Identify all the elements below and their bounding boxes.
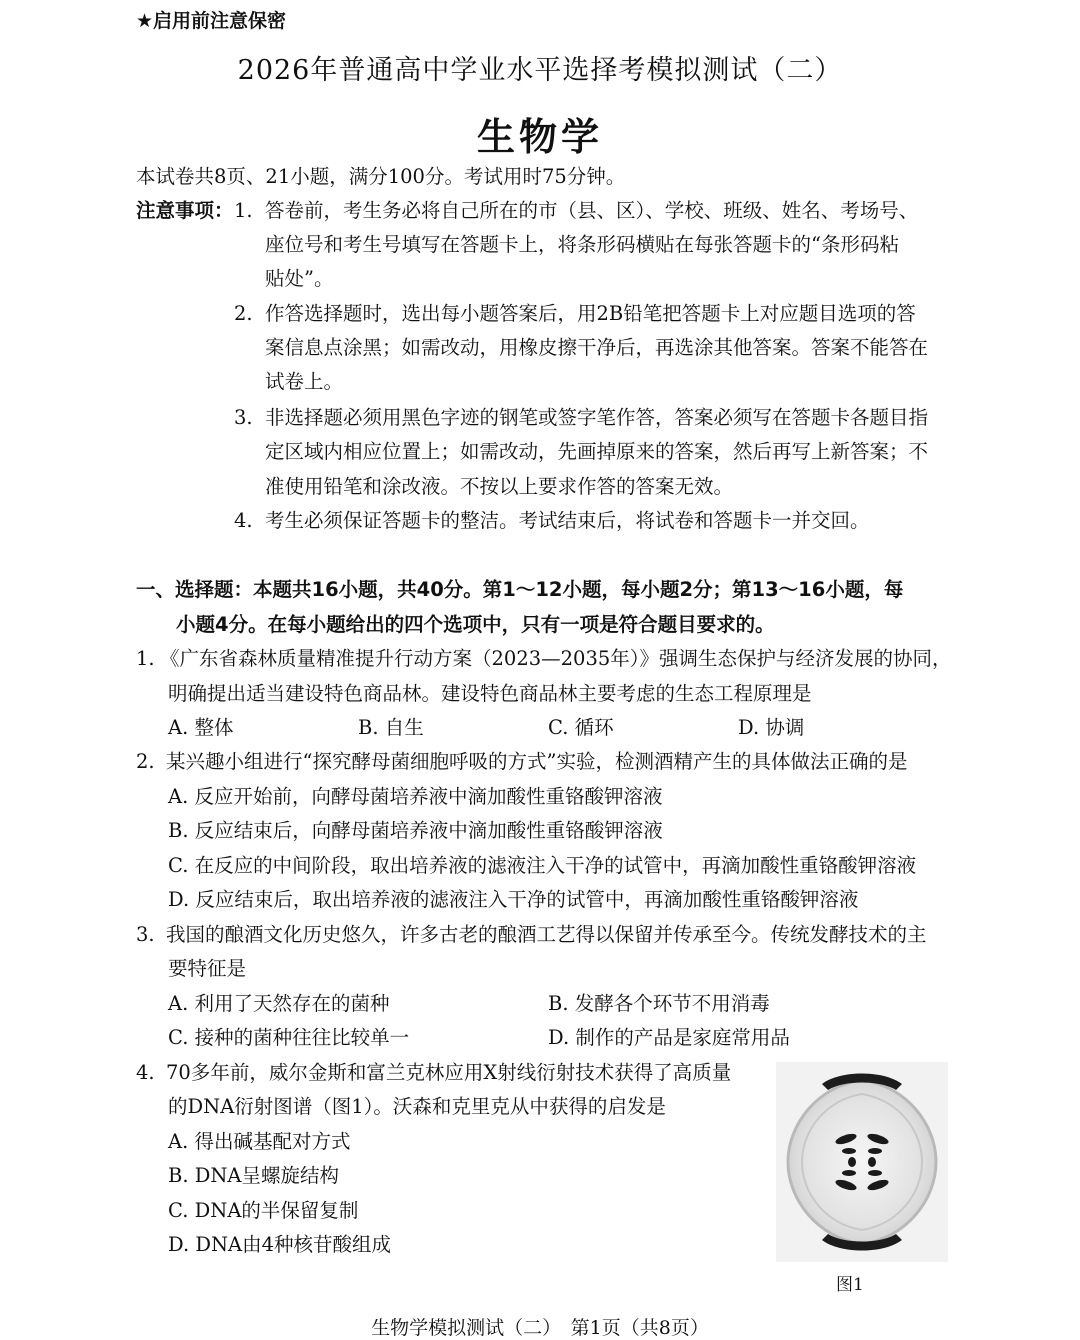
option: A. 反应开始前，向酵母菌培养液中滴加酸性重铬酸钾溶液: [168, 785, 663, 808]
question-stem: 我国的酿酒文化历史悠久，许多古老的酿酒工艺得以保留并传承至今。传统发酵技术的主: [166, 923, 927, 946]
diffraction-pattern-image: [776, 1062, 948, 1262]
option: A. 得出碱基配对方式: [168, 1130, 351, 1153]
note-line: 考生必须保证答题卡的整洁。考试结束后，将试卷和答题卡一并交回。: [265, 509, 870, 532]
option: D. 反应结束后，取出培养液的滤液注入干净的试管中，再滴加酸性重铬酸钾溶液: [168, 888, 859, 911]
option: A. 整体: [168, 716, 234, 739]
option: D. 协调: [738, 716, 805, 739]
option: C. 接种的菌种往往比较单一: [168, 1026, 410, 1049]
option: B. 发酵各个环节不用消毒: [548, 992, 770, 1015]
option: C. 循环: [548, 716, 614, 739]
option: D. DNA由4种核苷酸组成: [168, 1233, 392, 1256]
question-number: 2.: [136, 750, 155, 773]
question-stem: 某兴趣小组进行“探究酵母菌细胞呼吸的方式”实验，检测酒精产生的具体做法正确的是: [166, 750, 908, 773]
question-stem: 的DNA衍射图谱（图1）。沃森和克里克从中获得的启发是: [168, 1095, 666, 1118]
note-number: 2.: [234, 302, 253, 325]
note-line: 贴处”。: [265, 267, 334, 290]
notes-label: 注意事项：: [136, 199, 234, 222]
question-number: 3.: [136, 923, 155, 946]
dna-diffraction-figure: [776, 1062, 948, 1262]
option: C. DNA的半保留复制: [168, 1199, 359, 1222]
option: B. 自生: [358, 716, 424, 739]
option: D. 制作的产品是家庭常用品: [548, 1026, 790, 1049]
option: A. 利用了天然存在的菌种: [168, 992, 390, 1015]
note-number: 1.: [234, 199, 253, 222]
section-heading: 一、选择题：本题共16小题，共40分。第1～12小题，每小题2分；第13～16小题，每: [136, 578, 904, 601]
question-number: 1.: [136, 647, 155, 670]
exam-info: 本试卷共8页、21小题，满分100分。考试用时75分钟。: [136, 165, 626, 188]
section-heading-cont: 小题4分。在每小题给出的四个选项中，只有一项是符合题目要求的。: [176, 613, 775, 636]
question-stem: 明确提出适当建设特色商品林。建设特色商品林主要考虑的生态工程原理是: [168, 682, 812, 705]
note-number: 4.: [234, 509, 253, 532]
question-number: 4.: [136, 1061, 155, 1084]
subject-title: 生物学: [476, 115, 603, 159]
page-footer: 生物学模拟测试（二） 第1页（共8页）: [371, 1317, 709, 1339]
option: C. 在反应的中间阶段，取出培养液的滤液注入干净的试管中，再滴加酸性重铬酸钾溶液: [168, 854, 917, 877]
note-line: 试卷上。: [265, 370, 344, 393]
figure-caption: 图1: [836, 1275, 864, 1295]
exam-title: 2026年普通高中学业水平选择考模拟测试（二）: [237, 55, 843, 86]
question-stem: 要特征是: [168, 957, 247, 980]
option: B. 反应结束后，向酵母菌培养液中滴加酸性重铬酸钾溶液: [168, 819, 663, 842]
note-line: 答卷前，考生务必将自己所在的市（县、区）、学校、班级、姓名、考场号、: [265, 199, 919, 222]
question-stem: 《广东省森林质量精准提升行动方案（2023—2035年）》强调生态保护与经济发展的协同，: [160, 647, 952, 670]
note-line: 定区域内相应位置上；如需改动，先画掉原来的答案，然后再写上新答案；不: [265, 440, 929, 463]
note-line: 案信息点涂黑；如需改动，用橡皮擦干净后，再选涂其他答案。答案不能答在: [265, 336, 929, 359]
option: B. DNA呈螺旋结构: [168, 1164, 340, 1187]
note-line: 作答选择题时，选出每小题答案后，用2B铅笔把答题卡上对应题目选项的答: [265, 302, 916, 325]
note-line: 非选择题必须用黑色字迹的钢笔或签字笔作答，答案必须写在答题卡各题目指: [265, 406, 929, 429]
note-line: 准使用铅笔和涂改液。不按以上要求作答的答案无效。: [265, 475, 734, 498]
note-line: 座位号和考生号填写在答题卡上，将条形码横贴在每张答题卡的“条形码粘: [265, 233, 899, 256]
note-number: 3.: [234, 406, 253, 429]
confidential-mark: ★启用前注意保密: [136, 10, 287, 32]
question-stem: 70多年前，威尔金斯和富兰克林应用X射线衍射技术获得了高质量: [166, 1061, 732, 1084]
